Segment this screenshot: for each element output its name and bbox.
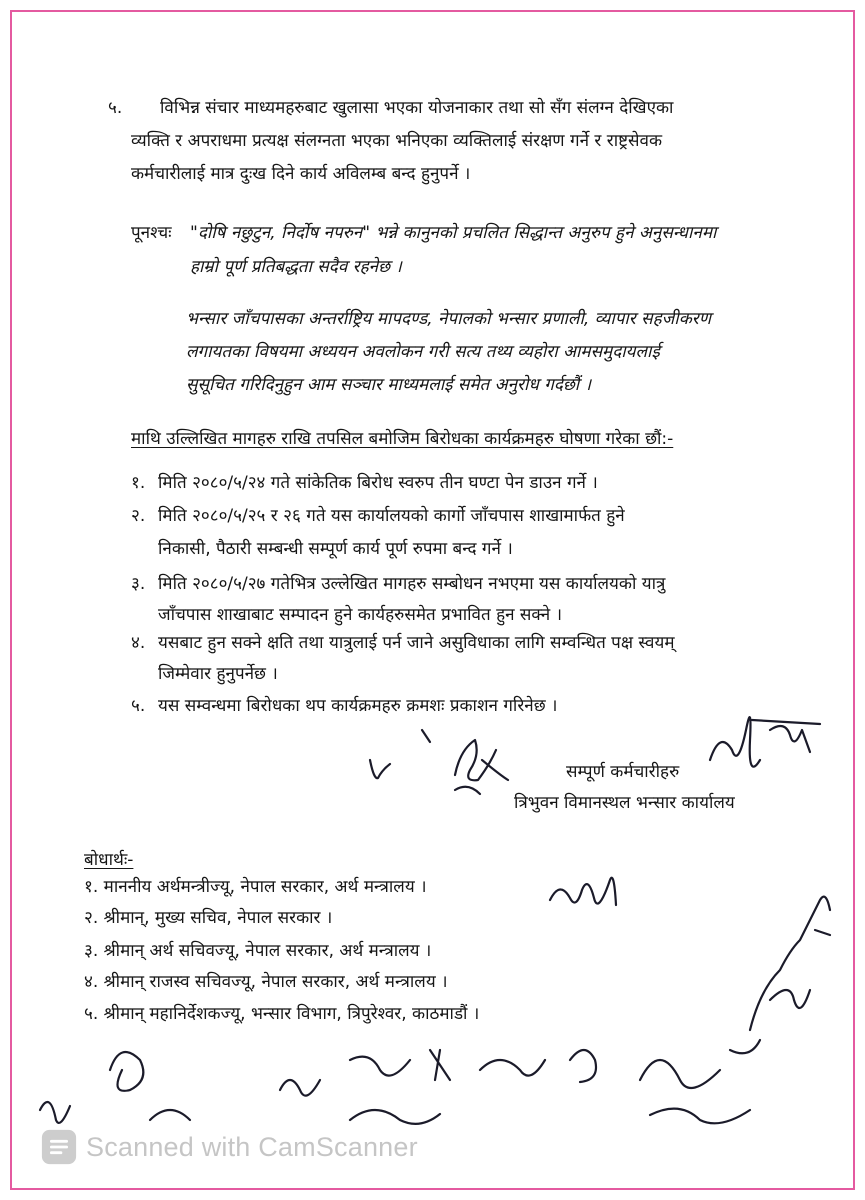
program-item-1-number: १. xyxy=(131,473,146,493)
signatory-line-1: सम्पूर्ण कर्मचारीहरु xyxy=(566,762,680,782)
program-item-2-number: २. xyxy=(131,506,146,526)
postscript-line-1: "दोषि नछुटुन, निर्दोष नपरुन" भन्ने कानुनको प्रचलित सिद्धान्त अनुरुप हुने अनुसन्धानमा xyxy=(190,223,717,243)
programs-heading: माथि उल्लिखित मागहरु राखि तपसिल बमोजिम बिरोधका कार्यक्रमहरु घोषणा गरेका छौं:- xyxy=(131,429,674,449)
postscript-line-2: हाम्रो पूर्ण प्रतिबद्धता सदैव रहनेछ । xyxy=(190,257,402,277)
watermark xyxy=(40,1128,418,1166)
request-line-3: सुसूचित गरिदिनुहुन आम सञ्चार माध्यमलाई समेत अनुरोध गर्दछौं । xyxy=(186,375,592,395)
program-item-5-number: ५. xyxy=(131,696,146,716)
signatory-line-2: त्रिभुवन विमानस्थल भन्सार कार्यालय xyxy=(514,793,735,813)
signature-5 xyxy=(560,1020,780,1130)
program-item-5-line-1: यस सम्वन्धमा बिरोधका थप कार्यक्रमहरु क्रमशः प्रकाशन गरिनेछ । xyxy=(158,696,558,716)
cc-item-1: १. माननीय अर्थमन्त्रीज्यू, नेपाल सरकार, अर्थ मन्त्रालय । xyxy=(84,877,427,897)
request-line-2: लगायतका विषयमा अध्ययन अवलोकन गरी सत्य तथ्य व्यहोरा आमसमुदायलाई xyxy=(186,342,660,362)
signature-2 xyxy=(690,690,840,790)
point5-line-1: विभिन्न संचार माध्यमहरुबाट खुलासा भएका योजनाकार तथा सो सँग संलग्न देखिएका xyxy=(160,98,674,118)
program-item-4-line-1: यसबाट हुन सक्ने क्षति तथा यात्रुलाई पर्न जाने असुविधाका लागि सम्वन्धित पक्ष स्वयम् xyxy=(158,633,675,653)
program-item-3-line-1: मिति २०८०/५/२७ गतेभित्र उल्लेखित मागहरु सम्बोधन नभएमा यस कार्यालयको यात्रु xyxy=(158,574,666,594)
camscanner-icon xyxy=(40,1128,78,1166)
cc-item-3: ३. श्रीमान् अर्थ सचिवज्यू, नेपाल सरकार, अर्थ मन्त्रालय । xyxy=(84,941,432,961)
signature-1 xyxy=(360,720,520,810)
cc-item-5: ५. श्रीमान् महानिर्देशकज्यू, भन्सार विभाग, त्रिपुरेश्वर, काठमाडौं । xyxy=(84,1004,480,1024)
signature-4 xyxy=(730,880,850,1040)
point5-line-3: कर्मचारीलाई मात्र दुःख दिने कार्य अविलम्ब बन्द हुनुपर्ने । xyxy=(131,164,471,184)
program-item-3-line-2: जाँचपास शाखाबाट सम्पादन हुने कार्यहरुसमेत प्रभावित हुन सक्ने । xyxy=(158,605,563,625)
signature-6 xyxy=(30,1030,550,1140)
signature-3 xyxy=(540,860,640,920)
program-item-4-number: ४. xyxy=(131,633,146,653)
request-line-1: भन्सार जाँचपासका अन्तर्राष्ट्रिय मापदण्ड, नेपालको भन्सार प्रणाली, व्यापार सहजीकरण xyxy=(186,309,711,329)
program-item-2-line-2: निकासी, पैठारी सम्बन्धी सम्पूर्ण कार्य पूर्ण रुपमा बन्द गर्ने । xyxy=(158,539,513,559)
postscript-label: पूनश्चः xyxy=(131,223,172,243)
point5-line-2: व्यक्ति र अपराधमा प्रत्यक्ष संलग्नता भएका भनिएका व्यक्तिलाई संरक्षण गर्ने र राष्ट्रसेवक xyxy=(131,131,663,151)
program-item-1-line-1: मिति २०८०/५/२४ गते सांकेतिक बिरोध स्वरुप तीन घण्टा पेन डाउन गर्ने । xyxy=(158,473,598,493)
watermark-text: Scanned with CamScanner xyxy=(86,1131,418,1162)
cc-heading: बोधार्थः- xyxy=(84,850,134,870)
program-item-4-line-2: जिम्मेवार हुनुपर्नेछ । xyxy=(158,664,278,684)
program-item-2-line-1: मिति २०८०/५/२५ र २६ गते यस कार्यालयको कार्गो जाँचपास शाखामार्फत हुने xyxy=(158,506,625,526)
program-item-3-number: ३. xyxy=(131,574,146,594)
point5-number: ५. xyxy=(108,98,123,118)
cc-item-2: २. श्रीमान्, मुख्य सचिव, नेपाल सरकार । xyxy=(84,908,333,928)
cc-item-4: ४. श्रीमान् राजस्व सचिवज्यू, नेपाल सरकार, अर्थ मन्त्रालय । xyxy=(84,972,448,992)
